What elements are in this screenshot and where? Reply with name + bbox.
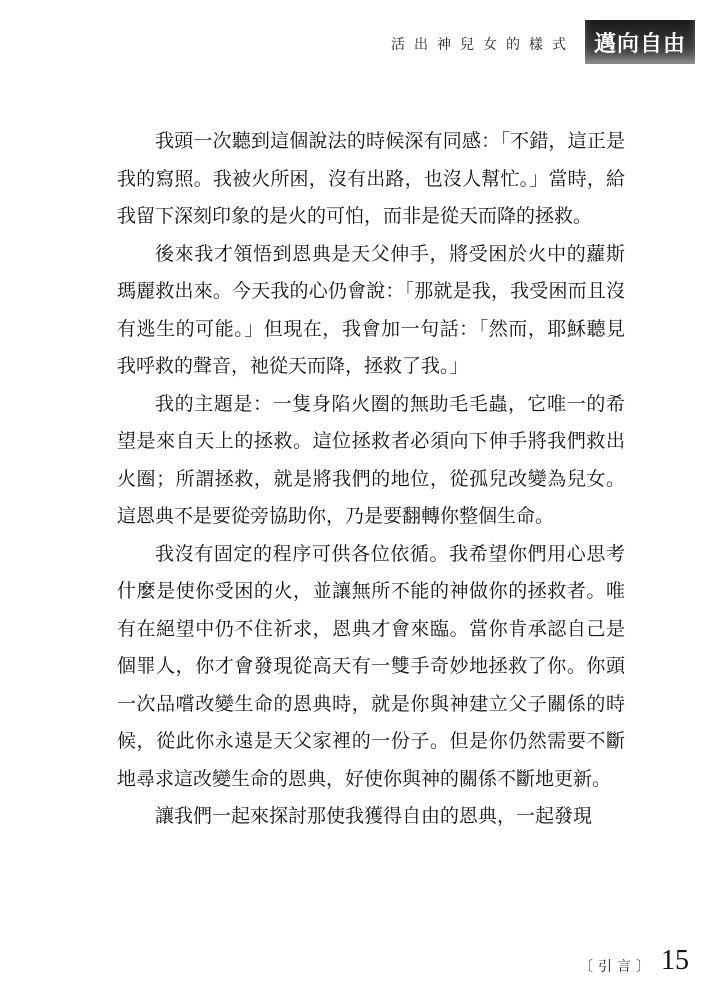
- paragraph-5: 讓我們一起來探討那使我獲得自由的恩典，一起發現: [155, 805, 593, 827]
- paragraph-2: 後來我才領悟到恩典是天父伸手，將受困於火中的蘿斯瑪麗救出來。今天我的心仍會說：「那就是我，我受困而且沒有逃生的可能。」但現在，我會加一句話：「然而，耶穌聽見我呼救的聲音，祂從天而降，拯救了我。」: [117, 242, 625, 377]
- book-title-badge: [585, 20, 695, 64]
- paragraph-1: 我頭一次聽到這個說法的時候深有同感：「不錯，這正是我的寫照。我被火所困，沒有出路，也沒人幫忙。」當時，給我留下深刻印象的是火的可怕，而非是從天而降的拯救。: [117, 130, 625, 227]
- body-text: [117, 123, 625, 836]
- page-header: [0, 0, 715, 80]
- page-number: 15: [661, 945, 689, 976]
- page-footer: [0, 940, 715, 1000]
- running-title: 活出神兒女的樣式: [391, 37, 575, 53]
- book-title-badge-text: 邁向自由: [593, 30, 686, 57]
- paragraph-3: 我的主題是：一隻身陷火圈的無助毛毛蟲，它唯一的希望是來自天上的拯救。這位拯救者必須向下伸手將我們救出火圈；所謂拯救，就是將我們的地位，從孤兒改變為兒女。這恩典不是要從旁協助你，乃是要翻轉你整個生命。: [117, 392, 625, 527]
- paragraph-4: 我沒有固定的程序可供各位依循。我希望你們用心思考什麼是使你受困的火，並讓無所不能的神做你的拯救者。唯有在絕望中仍不住祈求，恩典才會來臨。當你肯承認自己是個罪人，你才會發現從高天有一雙手奇妙地拯救了你。你頭一次品嚐改變生命的恩典時，就是你與神建立父子關係的時候，從此你永遠是天父家裡的一份子。但是你仍然需要不斷地尋求這改變生命的恩典，好使你與神的關係不斷地更新。: [117, 542, 625, 790]
- chapter-label: 〔引言〕: [579, 959, 655, 975]
